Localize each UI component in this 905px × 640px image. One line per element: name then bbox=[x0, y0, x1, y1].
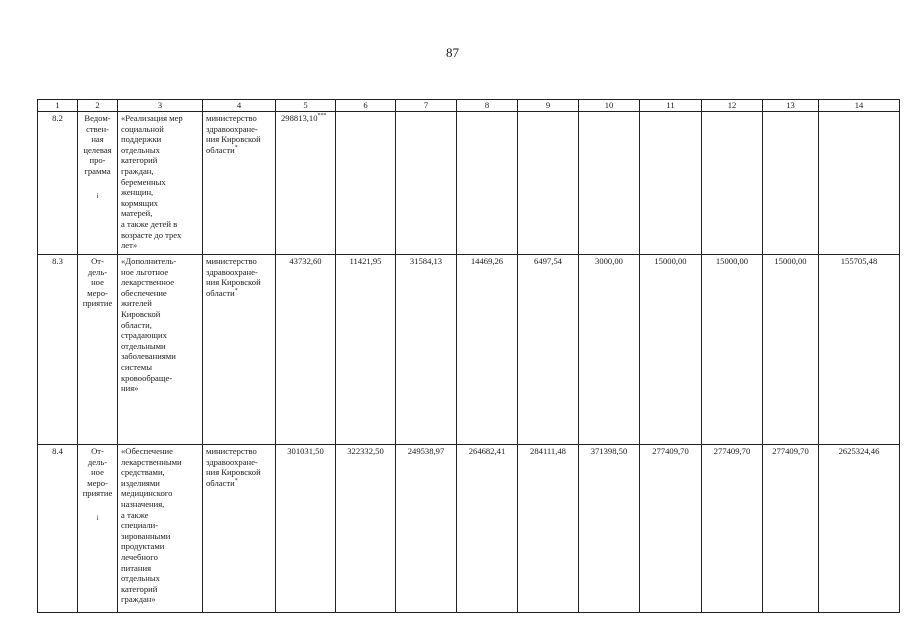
row-kind-line: целевая bbox=[83, 144, 112, 155]
table-row bbox=[38, 255, 900, 445]
row-title-line: а также bbox=[121, 509, 149, 520]
row-kind-line: дель- bbox=[87, 456, 108, 467]
column-header: 1 bbox=[38, 100, 78, 112]
column-header: 2 bbox=[78, 100, 118, 112]
value-cell bbox=[336, 255, 396, 445]
row-title-line: зированными bbox=[121, 530, 171, 541]
value-cell bbox=[819, 255, 900, 445]
column-header: 8 bbox=[457, 100, 518, 112]
header-row bbox=[38, 100, 900, 112]
row-title-line: поддержки bbox=[121, 134, 162, 145]
value-text: 31584,13 bbox=[409, 256, 443, 266]
row-executor-line: области bbox=[206, 477, 235, 488]
table-row bbox=[38, 445, 900, 613]
value-cell bbox=[763, 445, 819, 613]
row-executor bbox=[203, 255, 276, 445]
row-title-line: граждан» bbox=[121, 594, 156, 605]
row-kind-line: ная bbox=[91, 134, 104, 145]
value-cell bbox=[336, 445, 396, 613]
row-kind-line: От- bbox=[91, 446, 104, 456]
row-title-line: беременных bbox=[121, 176, 166, 187]
row-executor-line: области bbox=[206, 287, 235, 298]
row-title-line: заболеваниями bbox=[121, 351, 176, 362]
footnote-mark: * bbox=[234, 144, 238, 151]
row-number-text: 8.3 bbox=[52, 256, 63, 266]
row-executor bbox=[203, 445, 276, 613]
column-header: 9 bbox=[518, 100, 579, 112]
value-cell bbox=[763, 255, 819, 445]
value-text: 277409,70 bbox=[713, 446, 751, 456]
row-title-line: «Дополнитель- bbox=[121, 256, 177, 266]
row-title bbox=[118, 445, 203, 613]
column-header: 6 bbox=[336, 100, 396, 112]
column-header: 11 bbox=[640, 100, 702, 112]
row-title-line: кормящих bbox=[121, 197, 159, 208]
row-title-line: обеспечение bbox=[121, 287, 167, 298]
row-executor-line: здравоохране- bbox=[206, 123, 258, 134]
row-title-line: «Обеспечение bbox=[121, 446, 173, 456]
row-executor-line: ния Кировской bbox=[206, 134, 261, 145]
value-cell bbox=[276, 112, 336, 255]
value-cell bbox=[819, 112, 900, 255]
row-kind-line: приятие bbox=[82, 488, 113, 499]
row-kind-line: Ведом- bbox=[84, 113, 111, 123]
value-text: 277409,70 bbox=[652, 446, 689, 456]
column-header: 13 bbox=[763, 100, 819, 112]
row-title-line: отдельных bbox=[121, 144, 160, 155]
row-title-line: а также детей в bbox=[121, 218, 178, 229]
row-number-text: 8.4 bbox=[52, 446, 63, 456]
column-header: 12 bbox=[702, 100, 763, 112]
row-kind-line: ное bbox=[91, 467, 104, 478]
value-cell bbox=[702, 112, 763, 255]
row-title-line: изделиями bbox=[121, 477, 160, 488]
value-cell bbox=[457, 255, 518, 445]
row-title-line: продуктами bbox=[121, 541, 165, 552]
row-title-line: назначения, bbox=[121, 498, 165, 509]
column-header: 3 bbox=[118, 100, 203, 112]
value-cell bbox=[457, 112, 518, 255]
column-header: 10 bbox=[579, 100, 640, 112]
row-number bbox=[38, 112, 78, 255]
value-cell bbox=[518, 255, 579, 445]
row-title-line: граждан, bbox=[121, 165, 154, 176]
row-kind-line: грамма bbox=[84, 165, 111, 176]
value-cell bbox=[640, 112, 702, 255]
row-title-line: женщин, bbox=[121, 187, 154, 198]
row-title-line: страдающих bbox=[121, 330, 167, 341]
program-table bbox=[37, 99, 900, 613]
row-title-line: системы bbox=[121, 361, 153, 372]
value-cell bbox=[579, 255, 640, 445]
row-kind-mark: i bbox=[96, 191, 99, 200]
value-text: 15000,00 bbox=[715, 256, 749, 266]
row-title bbox=[118, 255, 203, 445]
row-executor bbox=[203, 112, 276, 255]
value-text: 322332,50 bbox=[347, 446, 384, 456]
footnote-mark: * bbox=[234, 287, 238, 294]
row-number-text: 8.2 bbox=[52, 113, 63, 123]
row-kind-line: меро- bbox=[87, 477, 108, 488]
row-title bbox=[118, 112, 203, 255]
value-text: 371398,50 bbox=[590, 446, 628, 456]
row-kind-line: про- bbox=[89, 155, 106, 166]
row-kind-line: приятие bbox=[82, 298, 113, 309]
value-text: 3000,00 bbox=[595, 256, 623, 266]
value-text: 155705,48 bbox=[840, 256, 878, 266]
row-title-line: категорий bbox=[121, 155, 158, 166]
row-title-line: жителей bbox=[121, 298, 152, 309]
row-title-line: возрасте до трех bbox=[121, 229, 182, 240]
footnote-mark: * bbox=[234, 477, 238, 484]
row-title-line: лекарственными bbox=[121, 456, 182, 467]
value-text: 298813,10 bbox=[281, 113, 318, 123]
row-title-line: категорий bbox=[121, 583, 158, 594]
row-kind bbox=[78, 112, 118, 255]
row-kind-line: ствен- bbox=[86, 123, 109, 134]
column-header: 4 bbox=[203, 100, 276, 112]
value-cell bbox=[518, 445, 579, 613]
row-title-line: отдельными bbox=[121, 340, 166, 351]
page-number: 87 bbox=[446, 45, 459, 60]
value-cell bbox=[336, 112, 396, 255]
row-kind-mark: i bbox=[96, 513, 99, 522]
value-text: 43732,60 bbox=[289, 256, 322, 266]
value-text: 249538,97 bbox=[407, 446, 445, 456]
value-cell bbox=[702, 255, 763, 445]
value-cell bbox=[579, 445, 640, 613]
value-text: 284111,48 bbox=[530, 446, 566, 456]
row-title-line: ния» bbox=[121, 383, 139, 394]
value-cell bbox=[819, 445, 900, 613]
row-title-line: медицинского bbox=[121, 488, 173, 499]
value-text: 6497,54 bbox=[534, 256, 562, 266]
value-cell bbox=[276, 255, 336, 445]
row-number bbox=[38, 255, 78, 445]
value-cell bbox=[702, 445, 763, 613]
value-text: 15000,00 bbox=[774, 256, 807, 266]
row-kind bbox=[78, 255, 118, 445]
row-executor-line: области bbox=[206, 144, 235, 155]
row-executor-line: здравоохране- bbox=[206, 456, 258, 467]
value-text: 264682,41 bbox=[468, 446, 506, 456]
row-executor-line: ния Кировской bbox=[206, 467, 261, 478]
row-title-line: лечебного bbox=[121, 551, 158, 562]
value-cell bbox=[457, 445, 518, 613]
value-text: 15000,00 bbox=[654, 256, 687, 266]
value-text: 2625324,46 bbox=[838, 446, 880, 456]
row-title-line: социальной bbox=[121, 123, 164, 134]
value-cell bbox=[396, 255, 457, 445]
row-title-line: питания bbox=[121, 562, 152, 573]
row-title-line: средствами, bbox=[121, 467, 165, 478]
row-title-line: лет» bbox=[121, 240, 138, 251]
column-header: 7 bbox=[396, 100, 457, 112]
value-text: 14469,26 bbox=[470, 256, 504, 266]
value-text: 277409,70 bbox=[772, 446, 809, 456]
value-cell bbox=[640, 255, 702, 445]
table-row bbox=[38, 112, 900, 255]
column-header: 14 bbox=[819, 100, 900, 112]
row-executor-line: здравоохране- bbox=[206, 266, 258, 277]
row-number bbox=[38, 445, 78, 613]
value-cell bbox=[763, 112, 819, 255]
value-cell bbox=[396, 445, 457, 613]
row-title-line: матерей, bbox=[121, 208, 153, 219]
value-text: 301031,50 bbox=[287, 446, 324, 456]
row-kind bbox=[78, 445, 118, 613]
row-kind-line: ное bbox=[91, 277, 104, 288]
row-title-line: специали- bbox=[121, 520, 159, 531]
value-text: 11421,95 bbox=[349, 256, 382, 266]
value-cell bbox=[276, 445, 336, 613]
row-executor-line: министерство bbox=[206, 113, 257, 123]
row-title-line: отдельных bbox=[121, 573, 160, 584]
value-cell bbox=[396, 112, 457, 255]
row-title-line: Кировской bbox=[121, 308, 161, 319]
row-kind-line: дель- bbox=[87, 266, 108, 277]
row-title-line: «Реализация мер bbox=[121, 113, 183, 123]
row-kind-line: От- bbox=[91, 256, 104, 266]
row-title-line: кровообраще- bbox=[121, 372, 173, 383]
value-cell bbox=[640, 445, 702, 613]
row-kind-line: меро- bbox=[87, 287, 108, 298]
row-executor-line: министерство bbox=[206, 446, 257, 456]
footnote-mark: *** bbox=[317, 113, 327, 120]
column-header: 5 bbox=[276, 100, 336, 112]
value-cell bbox=[579, 112, 640, 255]
row-executor-line: ния Кировской bbox=[206, 277, 261, 288]
row-executor-line: министерство bbox=[206, 256, 257, 266]
value-cell bbox=[518, 112, 579, 255]
row-title-line: ное льготное bbox=[121, 266, 169, 277]
row-title-line: области, bbox=[121, 319, 152, 330]
row-title-line: лекарственное bbox=[121, 277, 175, 288]
